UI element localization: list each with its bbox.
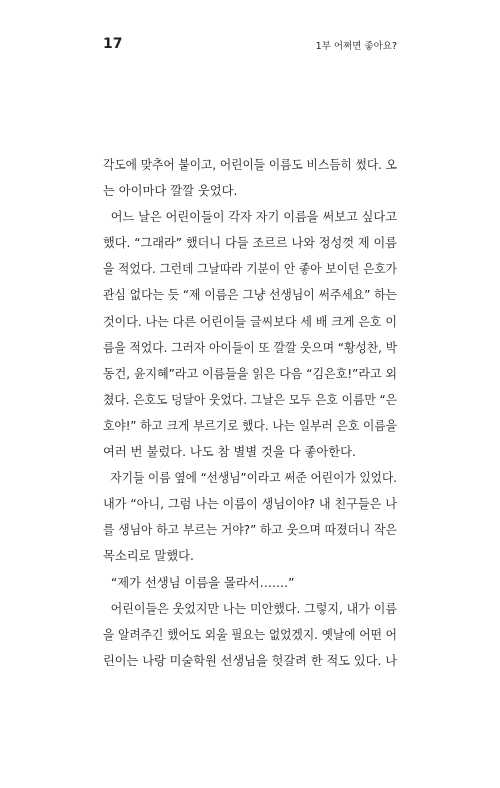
text-line: 는 아이마다 깔깔 웃었다. [103,184,238,199]
text-line: 를 생님아 하고 부르는 거야?” 하고 웃으며 따졌더니 작은 [103,523,397,538]
text-line: 을 알려주긴 했어도 외울 필요는 없었겠지. 옛날에 어떤 어 [103,627,398,642]
text-line: 동건, 윤지혜”라고 이름들을 읽은 다음 “김은호!”라고 외 [103,366,397,381]
text-line: 호야!” 하고 크게 부르기로 했다. 나는 일부러 은호 이름을 [103,418,398,433]
text-line: 을 적었다. 그런데 그날따라 기분이 안 좋아 보이던 은호가 [103,262,398,277]
text-line: 름을 적었다. 그러자 아이들이 또 깔깔 웃으며 “황성찬, 박 [103,340,398,355]
page-number: 17 [103,36,123,52]
text-line: 목소리로 말했다. [103,549,194,564]
text-line: 여러 번 불렀다. 나도 참 별별 것을 다 좋아한다. [103,445,356,460]
text-line: 어느 날은 어린이들이 각자 자기 이름을 써보고 싶다고 [103,210,397,225]
running-head: 1부 어쩌면 좋아요? [315,41,397,52]
text-line: 관심 없다는 듯 “제 이름은 그냥 선생님이 써주세요” 하는 [103,288,397,303]
text-line: 것이다. 나는 다른 어린이들 글씨보다 세 배 크게 은호 이 [103,314,398,329]
page-header [103,36,397,56]
text-line: 자기들 이름 옆에 “선생님”이라고 써준 어린이가 있었다. [103,471,397,486]
text-line: 했다. “그래라” 했더니 다들 조르르 나와 정성껏 제 이름 [103,236,398,251]
text-line: 내가 “아니, 그럼 나는 이름이 생님이야? 내 친구들은 나 [103,497,398,512]
text-line: 각도에 맞추어 붙이고, 어린이들 이름도 비스듬히 썼다. 오 [103,158,398,172]
text-line: “제가 선생님 이름을 몰라서…….” [103,575,295,590]
text-line: 쳤다. 은호도 덩달아 웃었다. 그날은 모두 은호 이름만 “은 [103,392,398,407]
text-line: 린이는 나랑 미술학원 선생님을 헛갈려 한 적도 있다. 나 [103,653,397,668]
text-line: 어린이들은 웃었지만 나는 미안했다. 그렇지, 내가 이름 [103,601,398,616]
body-text [103,152,397,674]
